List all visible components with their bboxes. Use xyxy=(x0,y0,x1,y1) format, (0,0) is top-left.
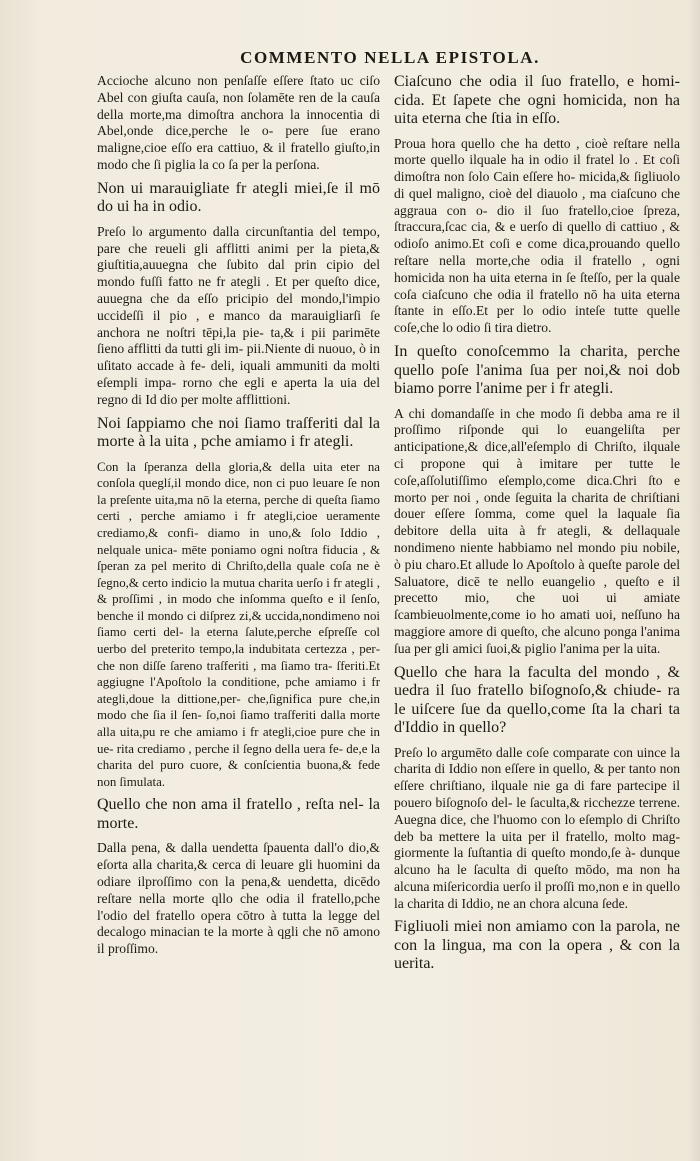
comment-paragraph: Proua hora quello che ha detto , cioè reſtare nella morte quello ilquale ha in odio il fratel lo . Et coſi dimoſtra non ſolo Cain eſſere ho‑ micida,& ſigliuolo di quel maligno, cioè del diauolo , ma ciaſcuno che aggraua con o‑ dio il ſuo fratello,cioe ſpreza, ſtraccura,ſcac cia, & e uerſo di quello di cattiuo , & odioſo animo.Et coſi e come dica,prouando quello reſtare nella morte,che odia il fratello , ogni homicida non ha uita eterna in ſe ſteſſo, per la quale coſa ciaſcuno che odia il fratello nō ha uita eterna ſtante in eſſo.Et per lo odio inteſe tutte quelle coſe,che lo odio ſi tira dietro. xyxy=(394,135,680,336)
running-title: COMMENTO NELLA EPISTOLA. xyxy=(240,48,540,67)
comment-paragraph: A chi domandaſſe in che modo ſi debba ama re il proſſimo riſponde qui lo euangeliſta per anticipatione,& dice,all'eſemplo di Chriſto, ilquale ci propone qui à imitare per tutte le coſe,aſſolutiſſimo eſemplo,come dica.Chri ſto e morto per noi , onde ſeguita la charita de chriſtiani douer eſſere ſomma, come quel la laquale ſia debitore della uita à fr ategli, & dellaquale nondimeno niente habbiamo nel mondo piu nobile, ò piu charo.Et allude lo Apoſtolo à queſte parole del Saluatore, dicē te nello euangelio , queſto e il precetto mio, che uoi ui amiate ſcambieuolmente,come io ho amati uoi, neſſuno ha maggiore amore di queſto, che alcuno ponga l'anima ſua per gli amici ſuoi,& piglio l'anima per la uita. xyxy=(394,405,680,656)
comment-paragraph: Con la ſperanza della gloria,& della uita eter na conſola queglí,il mondo dice, non ci puo leuare ſe non la preſente uita,ma nō la eterna, perche di queſta ſiamo certi , perche amiamo i fr ategli,cioe ueramente crediamo,& confi‑ diamo in uno,& ſolo Iddio , nelquale unica‑ mēte poniamo ogni noſtra fiducia , & ſperan za pel merito di Chriſto,della quale coſa ne è ſegno,& certo indicio la mutua charita uerſo i fr ategli , & proſſimi , in modo che inſomma queſto e il ſenſo, benche il mondo ci diſprez zi,& uccida,nondimeno noi ſiamo certi del‑ la eterna ſalute,perche eſpreſſe col uerbo del preterito tempo,la indubitata certezza , per‑ che non diſſe ſareno traſferiti , ma ſiamo tra‑ ſferiti.Et aggiugne l'Apoſtolo la conditione, pche amiamo i fr ategli,doue la dittione,per‑ che,ſignifica pure che,in modo che ſia il ſen‑ ſo,noi ſiamo traſferiti dalla morte alla uita,pu re che amiamo i fr ategli,cioe pure che in ue‑ rita crediamo , perche il ſegno della uera fe‑ de,e la charita del puro cuore, & conſcientia buona,& fede non ſimulata. xyxy=(97,459,380,789)
scripture-lemma: Ciaſcuno che odia il ſuo fratello, e homi‑ cida. Et ſapete che ogni homicida, non ha uita eterna che ſtia in eſſo. xyxy=(394,73,680,127)
comment-paragraph: Preſo lo argumento dalla circunſtantia del tempo, pare che reueli gli afflitti animi per la pieta,& giuſtitia,auuegna che ſubito dal prin cipio del mondo fuſſi fatto ne fr ategli . Et per queſto dice, auuegna che da eſſo pricipio del mondo,l'impio uccideſſi il pio , e manco da marauigliarſi ſe anchora ne noſtri tēpi,la pie‑ ta,& i pii parimēte ſieno afflitti da tutti gli im‑ pii.Niente di nuouo, ò in uſitato accade à fe‑ deli, iquali ammuniti da molti eſempli impa‑ rorno che egli e aperta la uia del regno di Id dio per molte afflittioni. xyxy=(97,223,380,407)
comment-paragraph: Dalla pena, & dalla uendetta ſpauenta dall'o dio,& eſorta alla charita,& cerca di leuare gli huomini da odiare ilproſſimo con la pena,& uendetta, dicēdo reſtare nella morte qllo che odia il fratello,pche l'odio del fratello opera cōtro à tutta la legge del decalogo minacian te la morte à qgli che nō amono il proſſimo. xyxy=(97,840,380,957)
scripture-lemma: Noi ſappiamo che noi ſiamo traſferiti dal la morte à la uita , pche amiamo i fr ategli. xyxy=(97,414,380,451)
scripture-lemma: Quello che hara la faculta del mondo , & uedra il ſuo fratello biſognoſo,& chiude‑ ra le uiſcere ſue da quello,come ſta la chari ta d'Iddio in quello? xyxy=(394,663,680,737)
left-column xyxy=(97,73,380,958)
right-column xyxy=(394,73,680,974)
scripture-lemma: Quello che non ama il fratello , reſta nel‑ la morte. xyxy=(97,796,380,832)
page-edge-shadow xyxy=(688,0,700,1161)
scripture-lemma: Figliuoli miei non amiamo con la parola, ne con la lingua, ma con la opera , & con la uerita. xyxy=(394,918,680,973)
scripture-lemma: Non ui marauigliate fr ategli miei,ſe il mō do ui ha in odio. xyxy=(97,179,380,216)
comment-paragraph: Accioche alcuno non penſaſſe eſſere ſtato uc ciſo Abel con giuſta cauſa, non ſolamēte ren de la cauſa della morte,ma dimoſtra anchora la innocentia di Abel,onde dice,perche le o‑ pere ſue erano maligne,cioe eſſo era cattiuo, & il fratello giuſto,in modo che ſi piglia la co ſa per la perſona. xyxy=(97,73,380,172)
comment-paragraph: Preſo lo argumēto dalle coſe comparate con uince la charita di Iddio non eſſere in quello, & per tanto non eſſere chriſtiano, ilquale nie ga di fare partecipe il pouero biſognoſo del‑ le ſaculta,& ricchezze terrene. Auegna dice, che l'huomo con lo eſemplo di Chriſto deb ba mettere la uita per il fratello, molto mag‑ giormente la ſuſtantia di queſto mondo,ſe à‑ dunque alcuno ha le ſaculta di queſto mōdo, ma non ha alcuna miſericordia uerſo il proſſi mo,non e in quello la charita di Iddio, ne an chora alcuna ſede. xyxy=(394,744,680,911)
scripture-lemma: In queſto conoſcemmo la charita, perche quello poſe l'anima ſua per noi,& noi dob biamo porre l'anime per i fr ategli. xyxy=(394,343,680,398)
